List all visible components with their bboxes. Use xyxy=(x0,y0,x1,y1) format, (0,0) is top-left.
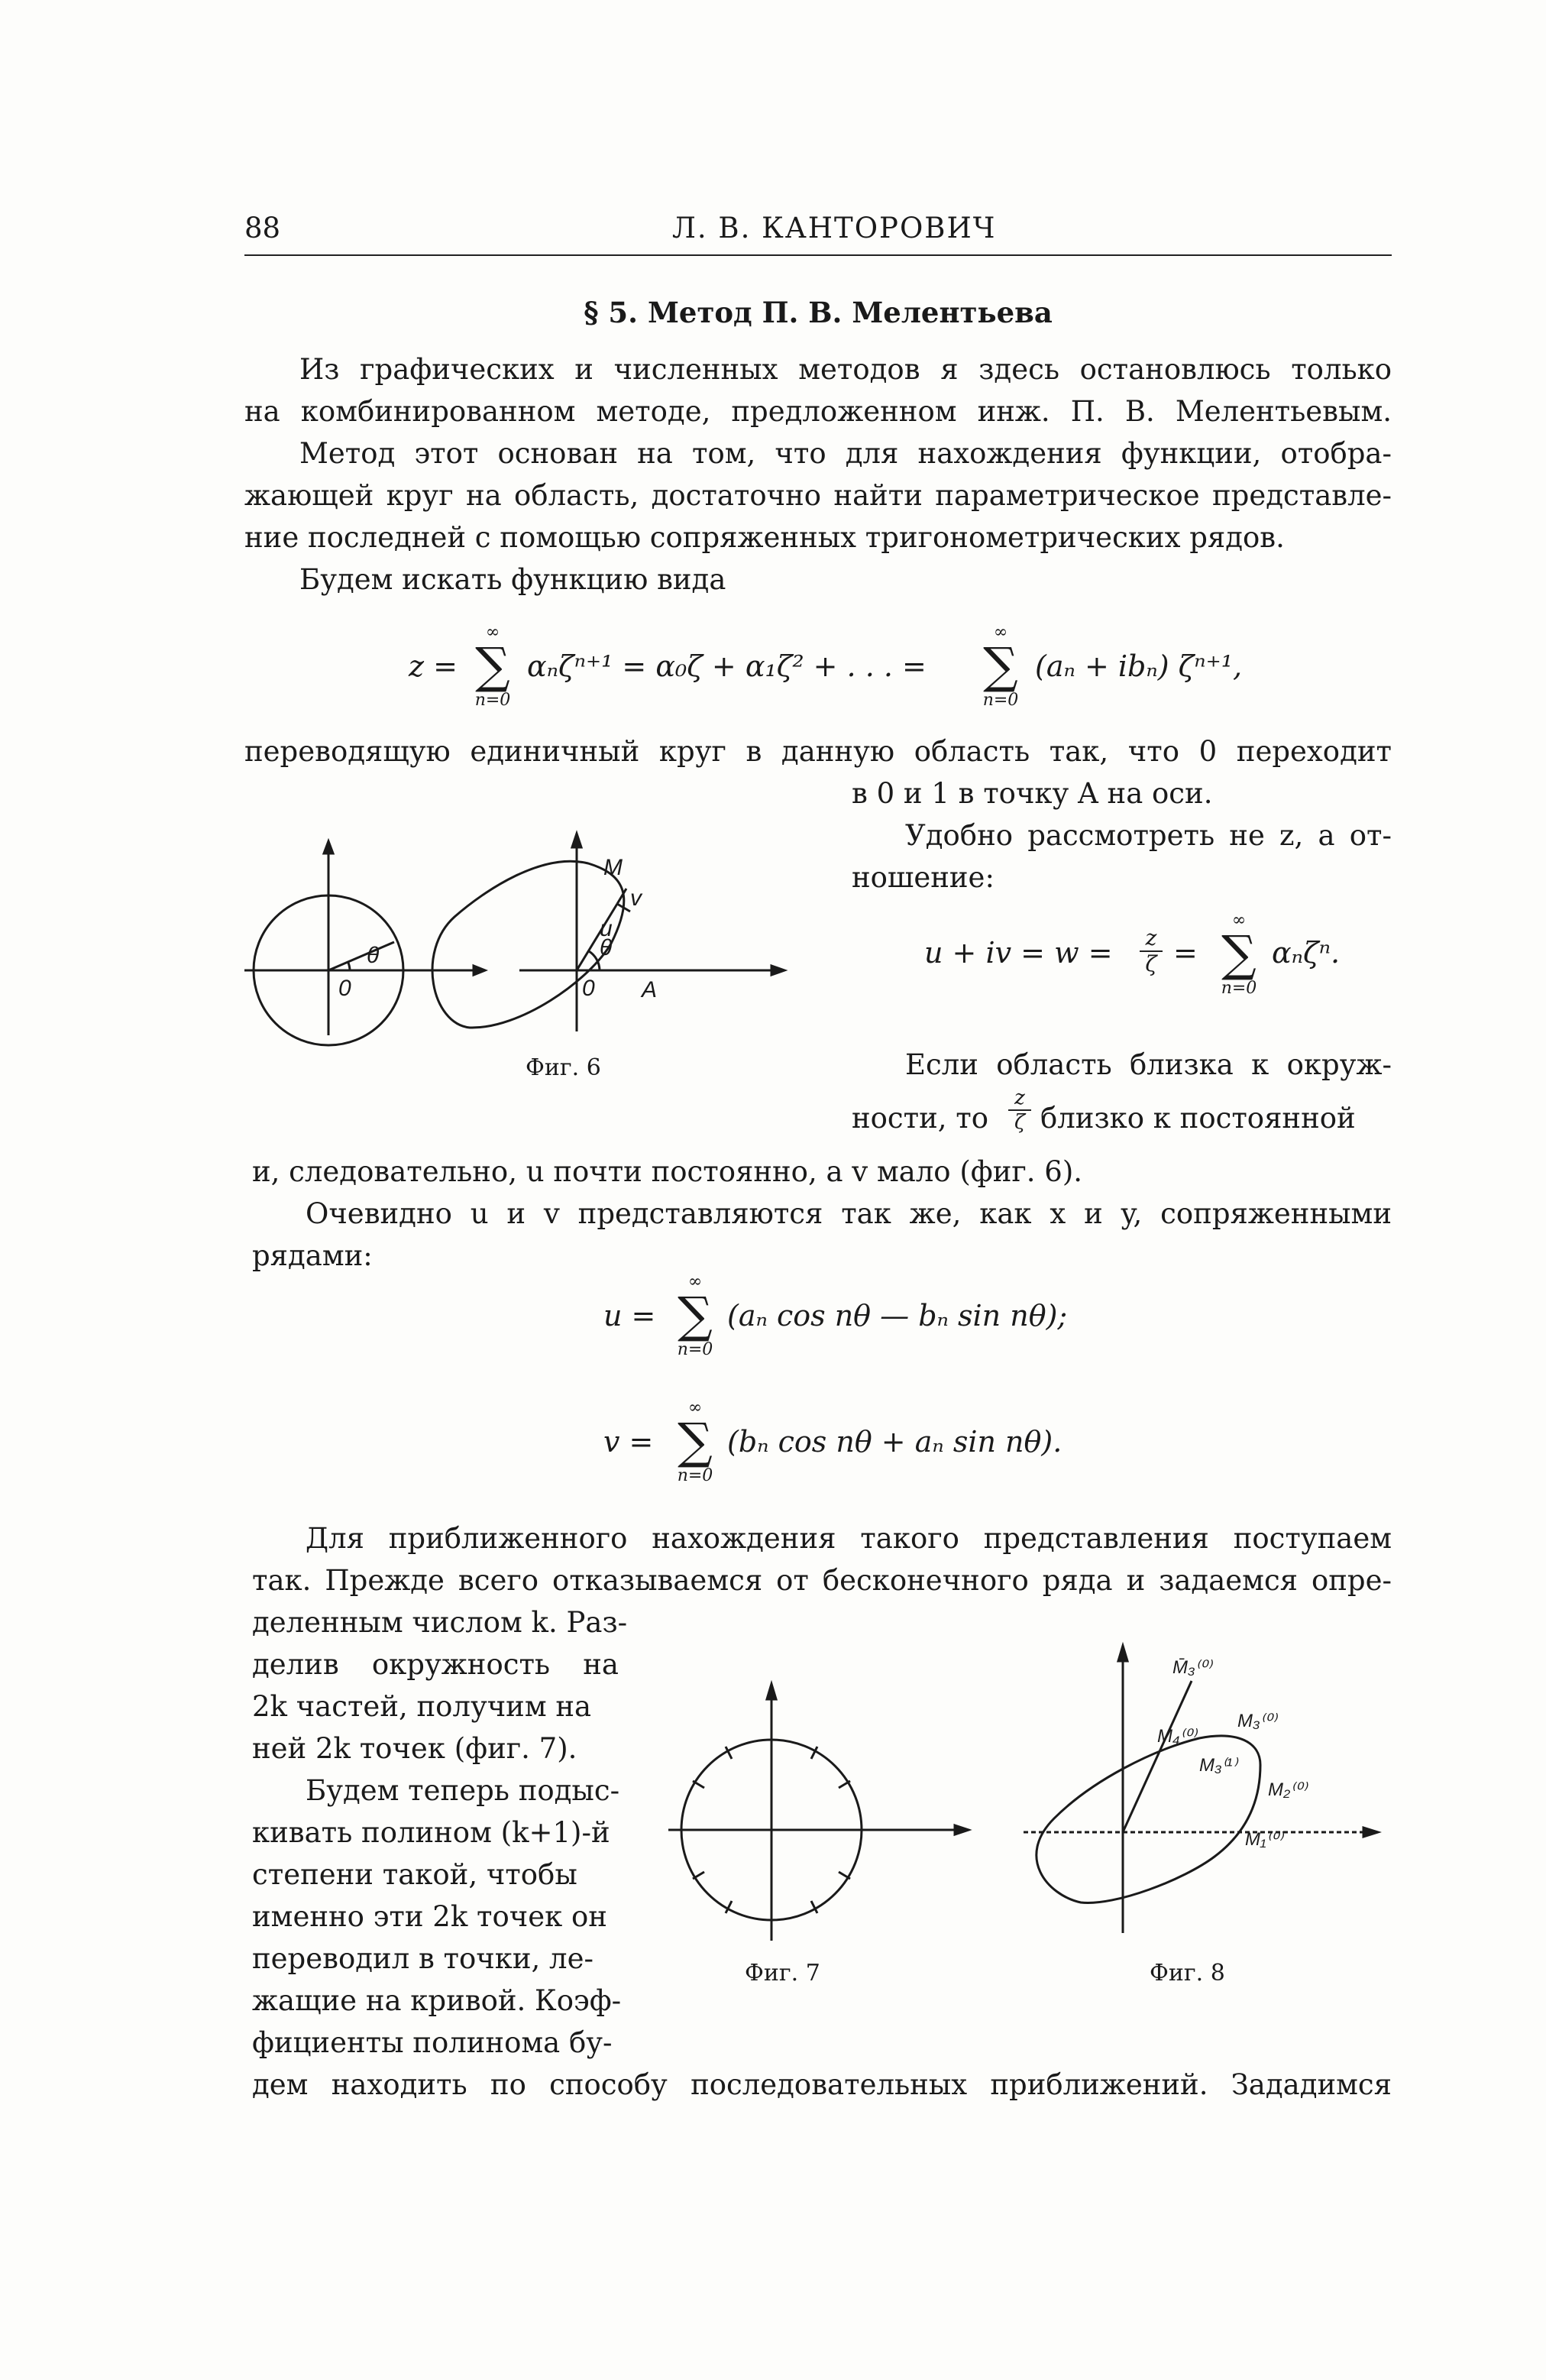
label-theta: θ xyxy=(367,943,380,968)
frac-num: z xyxy=(1140,926,1163,952)
label-origin-2: 0 xyxy=(582,976,595,1001)
x-arrow xyxy=(955,1825,969,1834)
sum-sign: ∑ xyxy=(475,638,510,695)
eq4-term: (bₙ cos nθ + aₙ sin nθ). xyxy=(727,1425,1062,1459)
label-M3: M₃⁽⁰⁾ xyxy=(1237,1711,1276,1731)
running-header: Л. В. КАНТОРОВИЧ xyxy=(672,212,997,244)
paragraph-line: близко к постоянной xyxy=(1040,1102,1356,1135)
sum-bottom: n=0 xyxy=(982,691,1019,710)
figure-7-caption: Фиг. 7 xyxy=(745,1960,820,1987)
x-arrow-2 xyxy=(771,966,784,975)
paragraph-line: рядами: xyxy=(252,1239,373,1272)
label-theta-2: θ xyxy=(600,935,613,960)
sum-sign: ∑ xyxy=(983,638,1018,695)
label-M3p: M₃⁽¹⁾ xyxy=(1199,1755,1237,1776)
eq1-term2: (aₙ + ibₙ) ζⁿ⁺¹, xyxy=(1035,649,1243,683)
domain-curve xyxy=(432,861,624,1028)
paragraph-line: деленным числом k. Раз- xyxy=(252,1606,628,1639)
paragraph-line: Метод этот основан на том, что для нахождения функции, отобра- xyxy=(299,437,1392,470)
paragraph-line: 2k частей, получим на xyxy=(252,1690,592,1723)
label-u: u xyxy=(600,916,613,941)
sum-bottom: n=0 xyxy=(474,691,511,710)
sum-sign: ∑ xyxy=(678,1287,713,1344)
paragraph-line: переводил в точки, ле- xyxy=(252,1942,593,1975)
x-arrow xyxy=(1363,1828,1378,1837)
paragraph-line: Если область близка к окруж- xyxy=(905,1048,1392,1081)
eq4-sum xyxy=(665,1398,726,1485)
paragraph-line: так. Прежде всего отказываемся от бесконечного ряда и задаемся опре- xyxy=(252,1564,1392,1597)
sum-sign: ∑ xyxy=(1221,926,1257,983)
label-M3bar: M̄₃⁽⁰⁾ xyxy=(1172,1657,1211,1678)
frac-den: ζ xyxy=(1014,1111,1026,1134)
eq1-sum-2 xyxy=(970,623,1031,710)
paragraph-line: именно эти 2k точек он xyxy=(252,1900,607,1933)
sum-top: ∞ xyxy=(687,1272,703,1291)
paragraph-line: фициенты полинома бу- xyxy=(252,2026,613,2059)
angle-arc xyxy=(348,961,350,970)
paragraph-line: Будем искать функцию вида xyxy=(299,563,726,596)
paragraph-line: Из графических и численных методов я здесь остановлюсь только xyxy=(299,353,1392,386)
paragraph-line: ней 2k точек (фиг. 7). xyxy=(252,1732,577,1765)
eq2-term: αₙζⁿ. xyxy=(1272,936,1341,970)
label-origin: 0 xyxy=(338,976,351,1001)
y-arrow xyxy=(767,1684,776,1699)
sum-bottom: n=0 xyxy=(677,1466,713,1485)
figure-7 xyxy=(672,1681,993,2002)
frac-den: ζ xyxy=(1145,951,1157,976)
paragraph-line: Удобно рассмотреть не z, а от- xyxy=(905,819,1392,852)
radius-to-M3 xyxy=(1123,1681,1192,1832)
label-v: v xyxy=(630,886,642,911)
sum-top: ∞ xyxy=(993,623,1008,642)
header-rule xyxy=(244,254,1392,256)
paragraph-line: на комбинированном методе, предложенном инж. П. В. Мелентьевым. xyxy=(244,395,1392,428)
paragraph-line: дем находить по способу последовательных приближений. Зададимся xyxy=(252,2068,1392,2101)
paragraph-line: в 0 и 1 в точку A на оси. xyxy=(852,777,1213,810)
paragraph-line: Для приближенного нахождения такого представления поступаем xyxy=(306,1522,1392,1555)
paragraph-line: и, следовательно, u почти постоянно, а v мало (фиг. 6). xyxy=(252,1155,1083,1188)
eq1-term1: αₙζⁿ⁺¹ = α₀ζ + α₁ζ² + . . . = xyxy=(527,649,927,683)
eq2-lhs: u + iv = w = xyxy=(924,936,1113,970)
paragraph-line: переводящую единичный круг в данную область так, что 0 переходит xyxy=(244,735,1392,768)
paragraph-line: жащие на кривой. Коэф- xyxy=(252,1984,622,2017)
sum-top: ∞ xyxy=(1231,911,1247,930)
paragraph-line: Очевидно u и v представляются так же, как x и y, сопряженными xyxy=(306,1197,1392,1230)
frac-num: z xyxy=(1008,1086,1031,1111)
label-M2: M₂⁽⁰⁾ xyxy=(1268,1779,1307,1800)
paragraph-line: кивать полином (k+1)-й xyxy=(252,1816,610,1849)
y-arrow xyxy=(1118,1646,1127,1661)
inline-fraction xyxy=(1008,1086,1031,1134)
figure-8 xyxy=(1008,1635,1405,1956)
label-M1: M₁⁽⁰⁾ xyxy=(1245,1829,1282,1850)
eq3-term: (aₙ cos nθ — bₙ sin nθ); xyxy=(727,1299,1068,1332)
radius xyxy=(328,942,394,970)
x-arrow xyxy=(474,966,485,975)
sum-sign: ∑ xyxy=(678,1413,713,1470)
page-number: 88 xyxy=(244,212,281,244)
eq1-sum-1 xyxy=(462,623,523,710)
sum-top: ∞ xyxy=(485,623,500,642)
label-M4: M₄⁽⁰⁾ xyxy=(1157,1726,1197,1747)
sum-top: ∞ xyxy=(687,1398,703,1417)
eq3-sum xyxy=(665,1272,726,1359)
eq2-sum xyxy=(1208,911,1269,998)
section-title: § 5. Метод П. В. Мелентьева xyxy=(584,296,1053,329)
eq4-lhs: v = xyxy=(603,1425,654,1459)
eq2-equals: = xyxy=(1173,936,1198,970)
paragraph-line: ности, то xyxy=(852,1102,989,1135)
figure-6 xyxy=(252,829,833,1089)
paragraph-line: ношение: xyxy=(852,861,995,894)
paragraph-line: жающей круг на область, достаточно найти параметрическое представле- xyxy=(244,479,1392,512)
sum-bottom: n=0 xyxy=(677,1340,713,1359)
figure-8-caption: Фиг. 8 xyxy=(1150,1960,1225,1987)
y-arrow-2 xyxy=(572,834,581,847)
equation-1 xyxy=(409,649,458,683)
label-A: A xyxy=(642,977,658,1002)
label-M: M xyxy=(603,855,623,880)
figure-6-caption: Фиг. 6 xyxy=(526,1054,601,1081)
eq2-fraction xyxy=(1140,926,1163,976)
eq1-lhs: z = xyxy=(409,649,458,683)
eq3-lhs: u = xyxy=(603,1299,656,1332)
paragraph-line: делив окружность на xyxy=(252,1648,619,1681)
paragraph-line: ние последней с помощью сопряженных тригонометрических рядов. xyxy=(244,521,1285,554)
y-arrow xyxy=(324,841,333,853)
paragraph-line: степени такой, чтобы xyxy=(252,1858,577,1891)
paragraph-line: Будем теперь подыс- xyxy=(306,1774,620,1807)
sum-bottom: n=0 xyxy=(1221,979,1257,998)
